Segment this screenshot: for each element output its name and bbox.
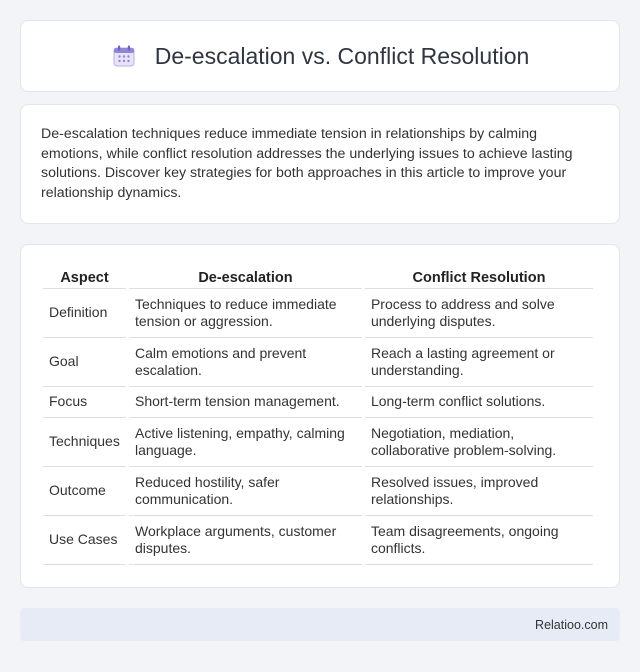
- title-card: [20, 20, 620, 92]
- row-de-escalation: Workplace arguments, customer disputes.: [129, 516, 362, 565]
- row-aspect: Outcome: [43, 467, 126, 516]
- row-de-escalation: Reduced hostility, safer communication.: [129, 467, 362, 516]
- table-row: [43, 338, 593, 387]
- row-conflict-resolution: Long-term conflict solutions.: [365, 387, 593, 418]
- page-title: De-escalation vs. Conflict Resolution: [154, 42, 530, 69]
- row-aspect: Focus: [43, 387, 126, 418]
- row-aspect: Use Cases: [43, 516, 126, 565]
- calendar-icon: [111, 43, 137, 69]
- row-conflict-resolution: Resolved issues, improved relationships.: [365, 467, 593, 516]
- table-row: [43, 467, 593, 516]
- header-de-escalation: De-escalation: [129, 267, 362, 289]
- header-aspect: Aspect: [43, 267, 126, 289]
- row-conflict-resolution: Negotiation, mediation, collaborative problem-solving.: [365, 418, 593, 467]
- row-conflict-resolution: Reach a lasting agreement or understanding.: [365, 338, 593, 387]
- row-aspect: Techniques: [43, 418, 126, 467]
- table-row: [43, 289, 593, 338]
- table-row: [43, 418, 593, 467]
- comparison-table-card: [20, 244, 620, 588]
- row-de-escalation: Active listening, empathy, calming language.: [129, 418, 362, 467]
- header-conflict-resolution: Conflict Resolution: [365, 267, 593, 289]
- row-de-escalation: Techniques to reduce immediate tension or aggression.: [129, 289, 362, 338]
- row-aspect: Definition: [43, 289, 126, 338]
- table-header-row: [43, 267, 593, 289]
- row-de-escalation: Short-term tension management.: [129, 387, 362, 418]
- row-conflict-resolution: Team disagreements, ongoing conflicts.: [365, 516, 593, 565]
- footer: [20, 608, 620, 641]
- row-de-escalation: Calm emotions and prevent escalation.: [129, 338, 362, 387]
- comparison-table: [40, 267, 596, 565]
- intro-card: [20, 104, 620, 224]
- title-wrap: [111, 43, 530, 70]
- row-conflict-resolution: Process to address and solve underlying disputes.: [365, 289, 593, 338]
- footer-site-name[interactable]: Relatioo.com: [535, 617, 608, 632]
- table-row: [43, 387, 593, 418]
- intro-paragraph: De-escalation techniques reduce immediate tension in relationships by calming emotions, while conflict resolution addresses the underlying issues to achieve lasting solutions. Discover key strategies for both approaches in this article to improve your relationship dynamics.: [41, 126, 573, 201]
- table-row: [43, 516, 593, 565]
- row-aspect: Goal: [43, 338, 126, 387]
